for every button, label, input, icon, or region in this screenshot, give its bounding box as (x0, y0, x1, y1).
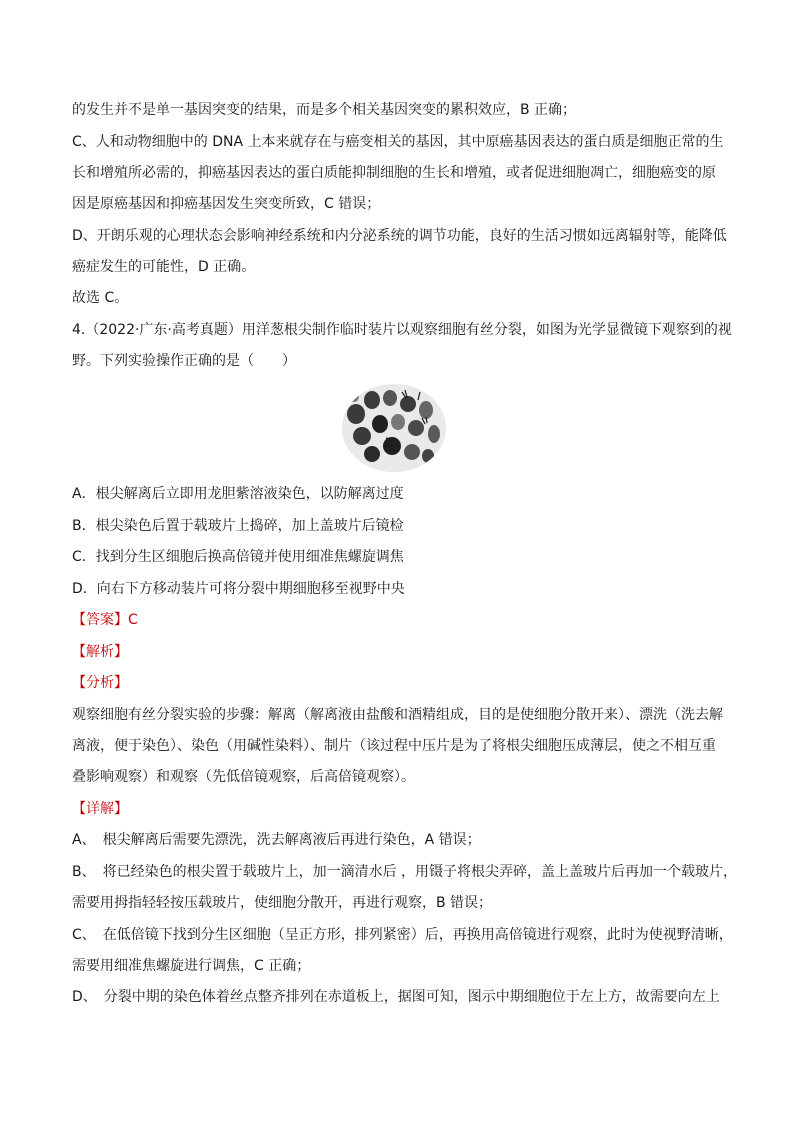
answer-line (72, 610, 138, 630)
detail-line-c-1: C、 在低倍镜下找到分生区细胞（呈正方形，排列紧密）后，再换用高倍镜进行观察，此时为使视野清晰， (72, 927, 733, 943)
fenxi-line-3: 叠影响观察）和观察（先低倍镜观察，后高倍镜观察）。 (72, 769, 415, 785)
option-d: D．向右下方移动装片可将分裂中期细胞移至视野中央 (72, 581, 405, 597)
text-line-c-2: 长和增殖所必需的，抑癌基因表达的蛋白质能抑制细胞的生长和增殖，或者促进细胞凋亡，细胞癌变的原 (72, 165, 716, 181)
text-line-c-3: 因是原癌基因和抑癌基因发生突变所致，C 错误； (72, 196, 381, 212)
option-b: B．根尖染色后置于载玻片上捣碎，加上盖玻片后镜检 (72, 518, 404, 534)
detail-line-b-1: B、 将已经染色的根尖置于载玻片上，加一滴清水后 ，用镊子将根尖弄碎，盖上盖玻片后再加一个载玻片， (72, 864, 738, 880)
question-line-1: 4.（2022·广东·高考真题）用洋葱根尖制作临时装片以观察细胞有丝分裂，如图为光学显微镜下观察到的视 (72, 322, 732, 338)
choose-line: 故选 C。 (72, 290, 129, 306)
detail-line-a: A、 根尖解离后需要先漂洗，洗去解离液后再进行染色，A 错误； (72, 832, 481, 848)
detail-line-c-2: 需要用细准焦螺旋进行调焦，C 正确； (72, 958, 311, 974)
option-c: C．找到分生区细胞后换高倍镜并使用细准焦螺旋调焦 (72, 549, 404, 565)
answer-tag: 【答案】 (72, 612, 128, 628)
micrograph-cells-drawing (342, 384, 446, 472)
text-line-b-conclusion: 的发生并不是单一基因突变的结果，而是多个相关基因突变的累积效应，B 正确； (72, 102, 577, 118)
detail-line-b-2: 需要用拇指轻轻按压载玻片，使细胞分散开，再进行观察，B 错误； (72, 895, 493, 911)
micrograph-image (342, 384, 446, 472)
text-line-d-1: D、开朗乐观的心理状态会影响神经系统和内分泌系统的调节功能，良好的生活习惯如远离辐射等，能降低 (72, 228, 727, 244)
fenxi-line-2: 离液，便于染色）、染色（用碱性染料）、制片（该过程中压片是为了将根尖细胞压成薄层，使之不相互重 (72, 738, 716, 754)
text-line-c-1: C、人和动物细胞中的 DNA 上本来就存在与癌变相关的基因，其中原癌基因表达的蛋白质是细胞正常的生 (72, 134, 724, 150)
question-line-2: 野。下列实验操作正确的是（ ） (72, 353, 296, 369)
answer-value: C (128, 612, 138, 628)
fenxi-line-1: 观察细胞有丝分裂实验的步骤：解离（解离液由盐酸和酒精组成，目的是使细胞分散开来）、漂洗（洗去解 (72, 707, 723, 723)
text-line-d-2: 癌症发生的可能性，D 正确。 (72, 259, 256, 275)
detail-tag: 【详解】 (72, 801, 128, 817)
analysis-tag: 【解析】 (72, 644, 128, 660)
option-a: A．根尖解离后立即用龙胆紫溶液染色，以防解离过度 (72, 486, 404, 502)
detail-line-d-1: D、 分裂中期的染色体着丝点整齐排列在赤道板上，据图可知，图示中期细胞位于左上方，故需要向左上 (72, 989, 720, 1005)
fenxi-tag: 【分析】 (72, 675, 128, 691)
